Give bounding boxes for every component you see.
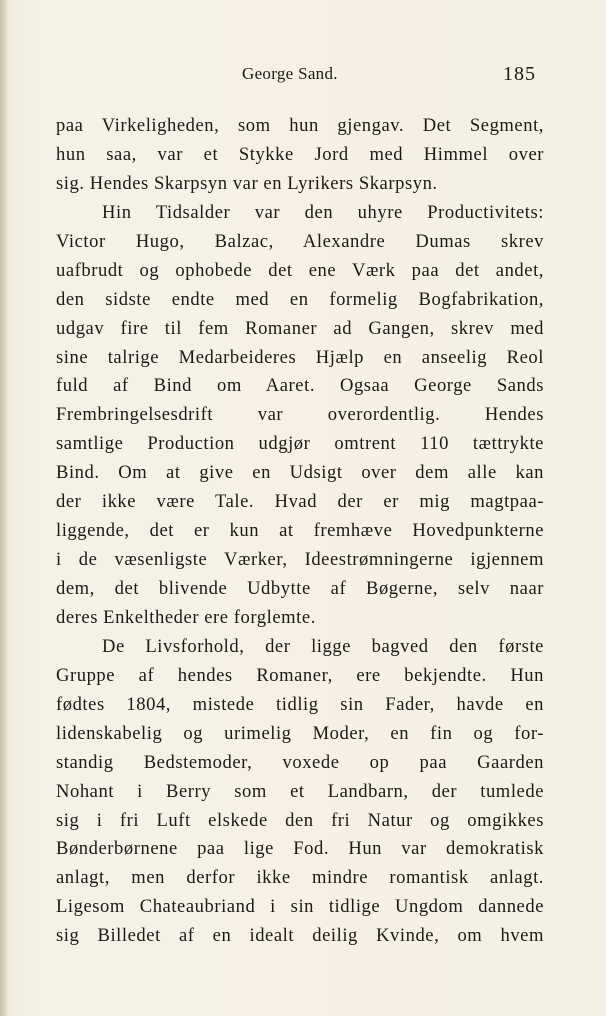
text-line: Frembringelsesdrift var overordentlig. Hendes — [56, 404, 544, 426]
page-header — [0, 60, 606, 92]
text-line: fødtes 1804, mistede tidlig sin Fader, havde en — [56, 693, 544, 715]
running-title: George Sand. — [242, 64, 338, 83]
text-line: anlagt, men derfor ikke mindre romantisk anlagt. — [56, 867, 544, 889]
text-line: Nohant i Berry som et Landbarn, der tumlede — [56, 780, 544, 802]
text-line: Victor Hugo, Balzac, Alexandre Dumas skrev — [56, 230, 544, 252]
text-line: den sidste endte med en formelig Bogfabrikation, — [56, 288, 544, 310]
text-line: sig i fri Luft elskede den fri Natur og omgikkes — [56, 809, 544, 831]
text-line: der ikke være Tale. Hvad der er mig magtpaa- — [56, 491, 544, 513]
text-line: sine talrige Medarbeideres Hjælp en anseelig Reol — [56, 346, 544, 368]
text-line: uafbrudt og ophobede det ene Værk paa det andet, — [56, 259, 544, 281]
text-line: samtlige Production udgjør omtrent 110 tættrykte — [56, 433, 544, 455]
text-line: udgav fire til fem Romaner ad Gangen, skrev med — [56, 317, 544, 339]
text-line: liggende, det er kun at fremhæve Hovedpunkterne — [56, 520, 544, 542]
text-line: Bind. Om at give en Udsigt over dem alle kan — [56, 462, 544, 484]
page-number: 185 — [503, 63, 536, 85]
text-line: paa Virkeligheden, som hun gjengav. Det Segment, — [56, 115, 544, 136]
text-line: sig. Hendes Skarpsyn var en Lyrikers Skarpsyn. — [56, 172, 438, 194]
binding-edge — [0, 0, 8, 1016]
text-line: standig Bedstemoder, voxede op paa Gaarden — [56, 751, 544, 773]
text-line: Gruppe af hendes Romaner, ere bekjendte. Hun — [56, 664, 544, 686]
text-line: Ligesom Chateaubriand i sin tidlige Ungdom dannede — [56, 896, 544, 918]
text-line: lidenskabelig og urimelig Moder, en fin og for- — [56, 722, 544, 744]
text-line: Bønderbørnene paa lige Fod. Hun var demokratisk — [56, 838, 544, 860]
text-line: sig Billedet af en idealt deilig Kvinde, om hvem — [56, 925, 544, 947]
text-line: De Livsforhold, der ligge bagved den første — [102, 635, 544, 657]
text-line: i de væsenligste Værker, Ideestrømningerne igjennem — [56, 549, 544, 571]
text-line: Hin Tidsalder var den uhyre Productivitets: — [102, 201, 544, 223]
text-line: hun saa, var et Stykke Jord med Himmel over — [56, 143, 544, 165]
text-line: deres Enkeltheder ere forglemte. — [56, 606, 316, 628]
body-text — [56, 112, 544, 951]
text-line: dem, det blivende Udbytte af Bøgerne, selv naar — [56, 578, 544, 599]
text-line: fuld af Bind om Aaret. Ogsaa George Sands — [56, 375, 544, 397]
